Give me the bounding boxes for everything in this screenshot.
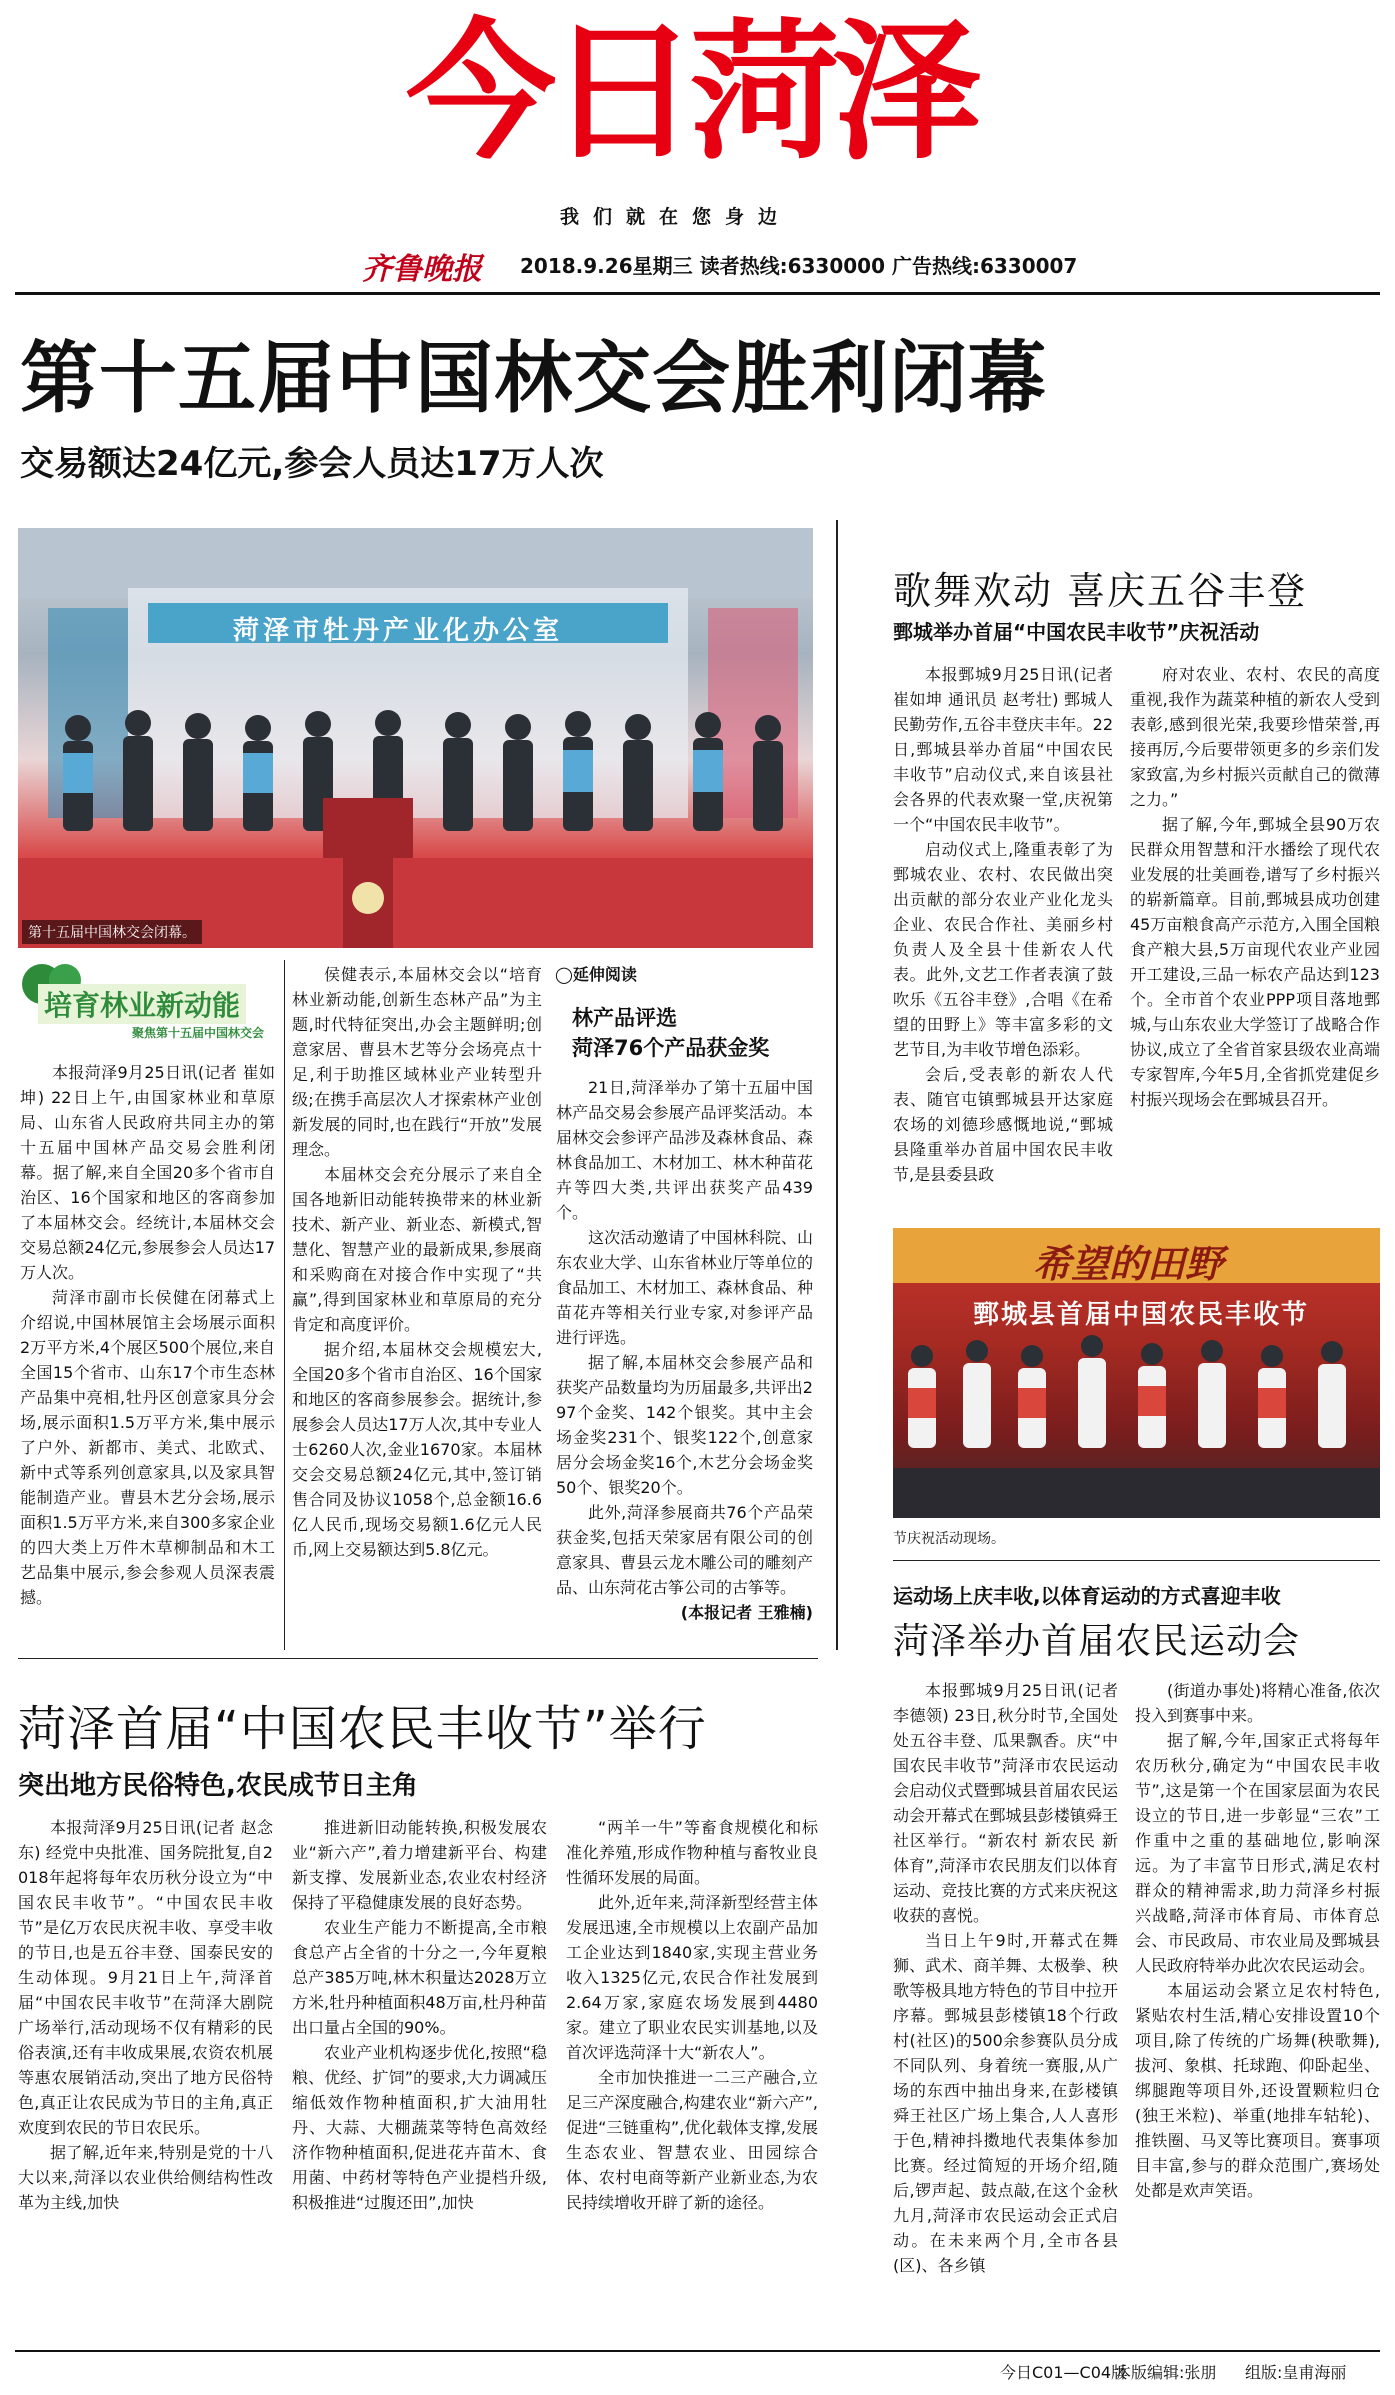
paragraph: (街道办事处)将精心准备,依次投入到赛事中来。: [1135, 1681, 1380, 1725]
right-top-column-a: [893, 662, 1113, 1187]
festival-photo-caption: 节庆祝活动现场。: [893, 1531, 1005, 1547]
bottom-left-divider: [18, 1658, 818, 1659]
paragraph: 会后,受表彰的新农人代表、随官屯镇鄄城县开达家庭农场的刘德珍感慨地说,“鄄城县隆重举办首届中国农民丰收节,是县委县政: [893, 1065, 1113, 1184]
paragraph: 据了解,今年,鄄城全县90万农民群众用智慧和汗水播绘了现代农业发展的壮美画卷,谱写了乡村振兴的崭新篇章。目前,鄄城县成功创建45万亩粮食高产示范方,入围全国粮食产粮大县,5万亩现代农业产业园开工建设,三品一标农产品达到123个。全市首个农业PPP项目落地鄄城,与山东农业大学签订了战略合作协议,成立了全省首家县级农业高端专家智库,今年5月,全省抓党建促乡村振兴现场会在鄄城县召开。: [1130, 815, 1380, 1109]
right-top-headline: 歌舞欢动 喜庆五谷丰登: [893, 569, 1308, 613]
paragraph: 此外,近年来,菏泽新型经营主体发展迅速,全市规模以上农副产品加工企业达到1840家,实现主营业务收入1325亿元,农民合作社发展到2.64万家,家庭农场发展到4480家。建立了职业农民实训基地,以及首次评选菏泽十大“新农人”。: [566, 1893, 818, 2062]
festival-banner: 希望的田野: [1033, 1241, 1224, 1286]
footer-designer: 组版:皇甫海丽: [1245, 2363, 1347, 2382]
harvest-column-2: [292, 1815, 547, 2215]
lead-photo-caption: 第十五届中国林交会闭幕。: [22, 920, 202, 944]
paragraph: 启动仪式上,隆重表彰了为鄄城农业、农村、农民做出突出贡献的部分农业产业化龙头企业、农民合作社、美丽乡村负责人及全县十佳新农人代表。此外,文艺工作者表演了鼓吹乐《五谷丰登》,合唱《在希望的田野上》等丰富多彩的文艺节目,为丰收节增色添彩。: [893, 840, 1113, 1059]
paragraph: 本届运动会紧立足农村特色,紧贴农村生活,精心安排设置10个项目,除了传统的广场舞(秧歌舞),拔河、象棋、托球跑、仰卧起坐、绑腿跑等项目外,还设置颗粒归仓(独王米粒)、举重(地排车轱轮)、推铁圈、马叉等比赛项目。赛事项目丰富,参与的群众范围广,赛场处处都是欢声笑语。: [1135, 1981, 1380, 2200]
right-top-column-b: [1130, 662, 1380, 1112]
paragraph: 农业生产能力不断提高,全市粮食总产占全省的十分之一,今年夏粮总产385万吨,林木积量达2028万立方米,牡丹种植面积48万亩,杜丹种苗出口量占全国的90%。: [292, 1918, 547, 2037]
lead-headline: 第十五届中国林交会胜利闭幕: [20, 334, 1048, 424]
paragraph: “两羊一牛”等畜食规模化和标准化养殖,形成作物种植与畜牧业良性循环发展的局面。: [566, 1818, 818, 1887]
footer-rule: [15, 2350, 1380, 2352]
paragraph: 推进新旧动能转换,积极发展农业“新六产”,着力增建新平台、构建新支撑、发展新业态,农业农村经济保持了平稳健康发展的良好态势。: [292, 1818, 547, 1912]
paragraph: 据了解,今年,国家正式将每年农历秋分,确定为“中国农民丰收节”,这是第一个在国家层面为农民设立的节日,进一步彰显“三农”工作重中之重的基础地位,影响深远。为了丰富节日形式,满足农村群众的精神需求,助力菏泽乡村振兴战略,菏泽市体育局、市体育总会、市民政局、市农业局及鄄城县人民政府特举办此次农民运动会。: [1135, 1731, 1380, 1975]
section-divider: [836, 520, 838, 1650]
harvest-subhead: 突出地方民俗特色,农民成节日主角: [18, 1771, 418, 1801]
masthead-rule: [15, 292, 1380, 295]
sports-kicker: 运动场上庆丰收,以体育运动的方式喜迎丰收: [893, 1584, 1281, 1608]
paragraph: 据介绍,本届林交会规模宏大,全国20多个省市自治区、16个国家和地区的客商参展参会。据统计,参展参会人员达17万人次,其中专业人士6260人次,金业1670家。本届林交会交易总额24亿元,其中,签订销售合同及协议1058个,总金额16.6亿人民币,现场交易额1.6亿元人民币,网上交易额达到5.8亿元。: [292, 1340, 542, 1559]
harvest-column-1: [18, 1815, 273, 2215]
side-title-1: 林产品评选: [572, 1006, 677, 1030]
sports-column-b: [1135, 1678, 1380, 2203]
lead-column-logo: [20, 962, 275, 1052]
paragraph: 据了解,近年来,特别是党的十八大以来,菏泽以农业供给侧结构性改革为主线,加快: [18, 2143, 273, 2212]
paragraph: 据了解,本届林交会参展产品和获奖产品数量均为历届最多,共评出297个金奖、142个银奖。其中主会场金奖231个、银奖122个,创意家居分会场金奖16个,木艺分会场金奖50个、银奖20个。: [556, 1353, 813, 1497]
lead-photo-banner: 菏泽市牡丹产业化办公室: [233, 616, 564, 646]
right-top-subhead: 鄄城举办首届“中国农民丰收节”庆祝活动: [893, 620, 1260, 644]
sports-headline: 菏泽举办首届农民运动会: [893, 1621, 1301, 1662]
paragraph: 本报菏泽9月25日讯(记者 赵念东) 经党中央批准、国务院批复,自2018年起将每年农历秋分设立为“中国农民丰收节”。“中国农民丰收节”是亿万农民庆祝丰收、享受丰收的节日,也是五谷丰登、国泰民安的生动体现。9月21日上午,菏泽首届“中国农民丰收节”在菏泽大剧院广场举行,活动现场不仅有精彩的民俗表演,还有丰收成果展,农资农机展等惠农展销活动,突出了地方民俗特色,真正让农民成为节日的主角,真正欢度到农民的节日农民乐。: [18, 1818, 273, 2137]
right-divider: [893, 1560, 1380, 1561]
side-tag: ◯延伸阅读: [555, 965, 637, 984]
lead-column-1: [20, 1060, 275, 1610]
lead-subhead: 交易额达24亿元,参会人员达17万人次: [20, 444, 604, 484]
paragraph: 此外,菏泽参展商共76个产品荣获金奖,包括天荣家居有限公司的创意家具、曹县云龙木雕公司的雕刻产品、山东菏花古筝公司的古筝等。: [556, 1503, 813, 1597]
newspaper-brand: 齐鲁晚报: [362, 252, 482, 287]
lead-column-2: [292, 962, 542, 1562]
logo-text: 培育林业新动能: [38, 984, 246, 1024]
logo-subtext: 聚焦第十五届中国林交会: [132, 1026, 265, 1040]
masthead-title: 今日菏泽: [405, 6, 974, 180]
byline: (本报记者 王雅楠): [680, 1603, 813, 1622]
paragraph: 菏泽市副市长侯健在闭幕式上介绍说,中国林展馆主会场展示面积2万平方米,4个展区500个展位,来自全国15个省市、山东17个市生态林产品集中亮相,牡丹区创意家具分会场,展示面积1.5万平方米,集中展示了户外、新都市、美式、北欧式、新中式等系列创意家具,以及家具智能制造产业。曹县木艺分会场,展示面积1.5万平方米,来自300多家企业的四大类上万件木草柳制品和木工艺品集中展示,参会参观人员深表震撼。: [20, 1288, 275, 1607]
paragraph: 本届林交会充分展示了来自全国各地新旧动能转换带来的林业新技术、新产业、新业态、新模式,智慧化、智慧产业的最新成果,参展商和采购商在对接合作中实现了“共赢”,得到国家林业和草原局的充分肯定和高度评价。: [292, 1165, 542, 1334]
paragraph: 本报鄄城9月25日讯(记者 李德领) 23日,秋分时节,全国处处五谷丰登、瓜果飘香。庆“中国农民丰收节”菏泽市农民运动会启动仪式暨鄄城县首届农民运动会开幕式在鄄城县彭楼镇舜王社区举行。“新农村 新农民 新体育”,菏泽市农民朋友们以体育运动、竞技比赛的方式来庆祝这收获的喜悦。: [893, 1681, 1118, 1925]
paragraph: 府对农业、农村、农民的高度重视,我作为蔬菜种植的新农人受到表彰,感到很光荣,我要珍惜荣誉,再接再厉,今后要带领更多的乡亲们发家致富,为乡村振兴贡献自己的微薄之力。”: [1130, 665, 1380, 809]
paragraph: 21日,菏泽举办了第十五届中国林产品交易会参展产品评奖活动。本届林交会参评产品涉及森林食品、森林食品加工、木材加工、林木种苗花卉等四大类,共评出获奖产品439个。: [556, 1078, 813, 1222]
side-title-2: 菏泽76个产品获金奖: [572, 1036, 770, 1060]
dateline: 2018.9.26星期三 读者热线:6330000 广告热线:6330007: [520, 254, 1078, 278]
footer-pages: 今日C01—C04版: [1000, 2363, 1128, 2382]
paragraph: 侯健表示,本届林交会以“培育林业新动能,创新生态林产品”为主题,时代特征突出,办会主题鲜明;创意家居、曹县木艺等分会场亮点十足,利于助推区域林业产业转型升级;在携手高层次人才探索林产业创新发展的同时,也在践行“开放”发展理念。: [292, 965, 542, 1159]
paragraph: 农业产业机构逐步优化,按照“稳粮、优经、扩饲”的要求,大力调减压缩低效作物种植面积,扩大油用牡丹、大蒜、大棚蔬菜等特色高效经济作物种植面积,促进花卉苗木、食用菌、中药材等特色产业提档升级,积极推进“过腹还田”,加快: [292, 2043, 547, 2212]
harvest-headline: 菏泽首届“中国农民丰收节”举行: [18, 1701, 707, 1757]
paragraph: 本报鄄城9月25日讯(记者 崔如坤 通讯员 赵考壮) 鄄城人民勤劳作,五谷丰登庆丰年。22日,鄄城县举办首届“中国农民丰收节”启动仪式,来自该县社会各界的代表欢聚一堂,庆祝第一个“中国农民丰收节”。: [893, 665, 1113, 834]
lead-photo-scene: [18, 528, 813, 948]
side-article-body: [556, 1075, 813, 1625]
circle-icon: ◯: [555, 965, 573, 984]
festival-banner-line2: 鄄城县首届中国农民丰收节: [973, 1300, 1310, 1330]
column-divider: [284, 960, 285, 1650]
festival-photo: [893, 1228, 1380, 1518]
lead-photo: [18, 528, 813, 948]
sports-column-a: [893, 1678, 1118, 2278]
masthead-slogan: 我们就在您身边: [560, 206, 792, 228]
paragraph: 本报菏泽9月25日讯(记者 崔如坤) 22日上午,由国家林业和草原局、山东省人民政府共同主办的第十五届中国林产品交易会胜利闭幕。据了解,来自全国20多个省市自治区、16个国家和地区的客商参加了本届林交会。经统计,本届林交会交易总额24亿元,参展参会人员达17万人次。: [20, 1063, 275, 1282]
harvest-column-3: [566, 1815, 818, 2215]
paragraph: 这次活动邀请了中国林科院、山东农业大学、山东省林业厅等单位的食品加工、木材加工、森林食品、种苗花卉等相关行业专家,对参评产品进行评选。: [556, 1228, 813, 1347]
paragraph: 全市加快推进一二三产融合,立足三产深度融合,构建农业“新六产”,促进“三链重构”,优化载体支撑,发展生态农业、智慧农业、田园综合体、农村电商等新产业新业态,为农民持续增收开辟了新的途径。: [566, 2068, 818, 2212]
paragraph: 当日上午9时,开幕式在舞狮、武术、商羊舞、太极拳、秧歌等极具地方特色的节目中拉开序幕。鄄城县彭楼镇18个行政村(社区)的500余参赛队员分成不同队列、身着统一赛服,从广场的东西中抽出身来,在彭楼镇舜王社区广场上集合,人人喜形于色,精神抖擞地代表集体参加比赛。经过简短的开场介绍,随后,锣声起、鼓点敲,在这个金秋九月,菏泽市农民运动会正式启动。在未来两个月,全市各县(区)、各乡镇: [893, 1931, 1118, 2275]
footer-editor: 本版编辑:张朋: [1115, 2363, 1217, 2382]
